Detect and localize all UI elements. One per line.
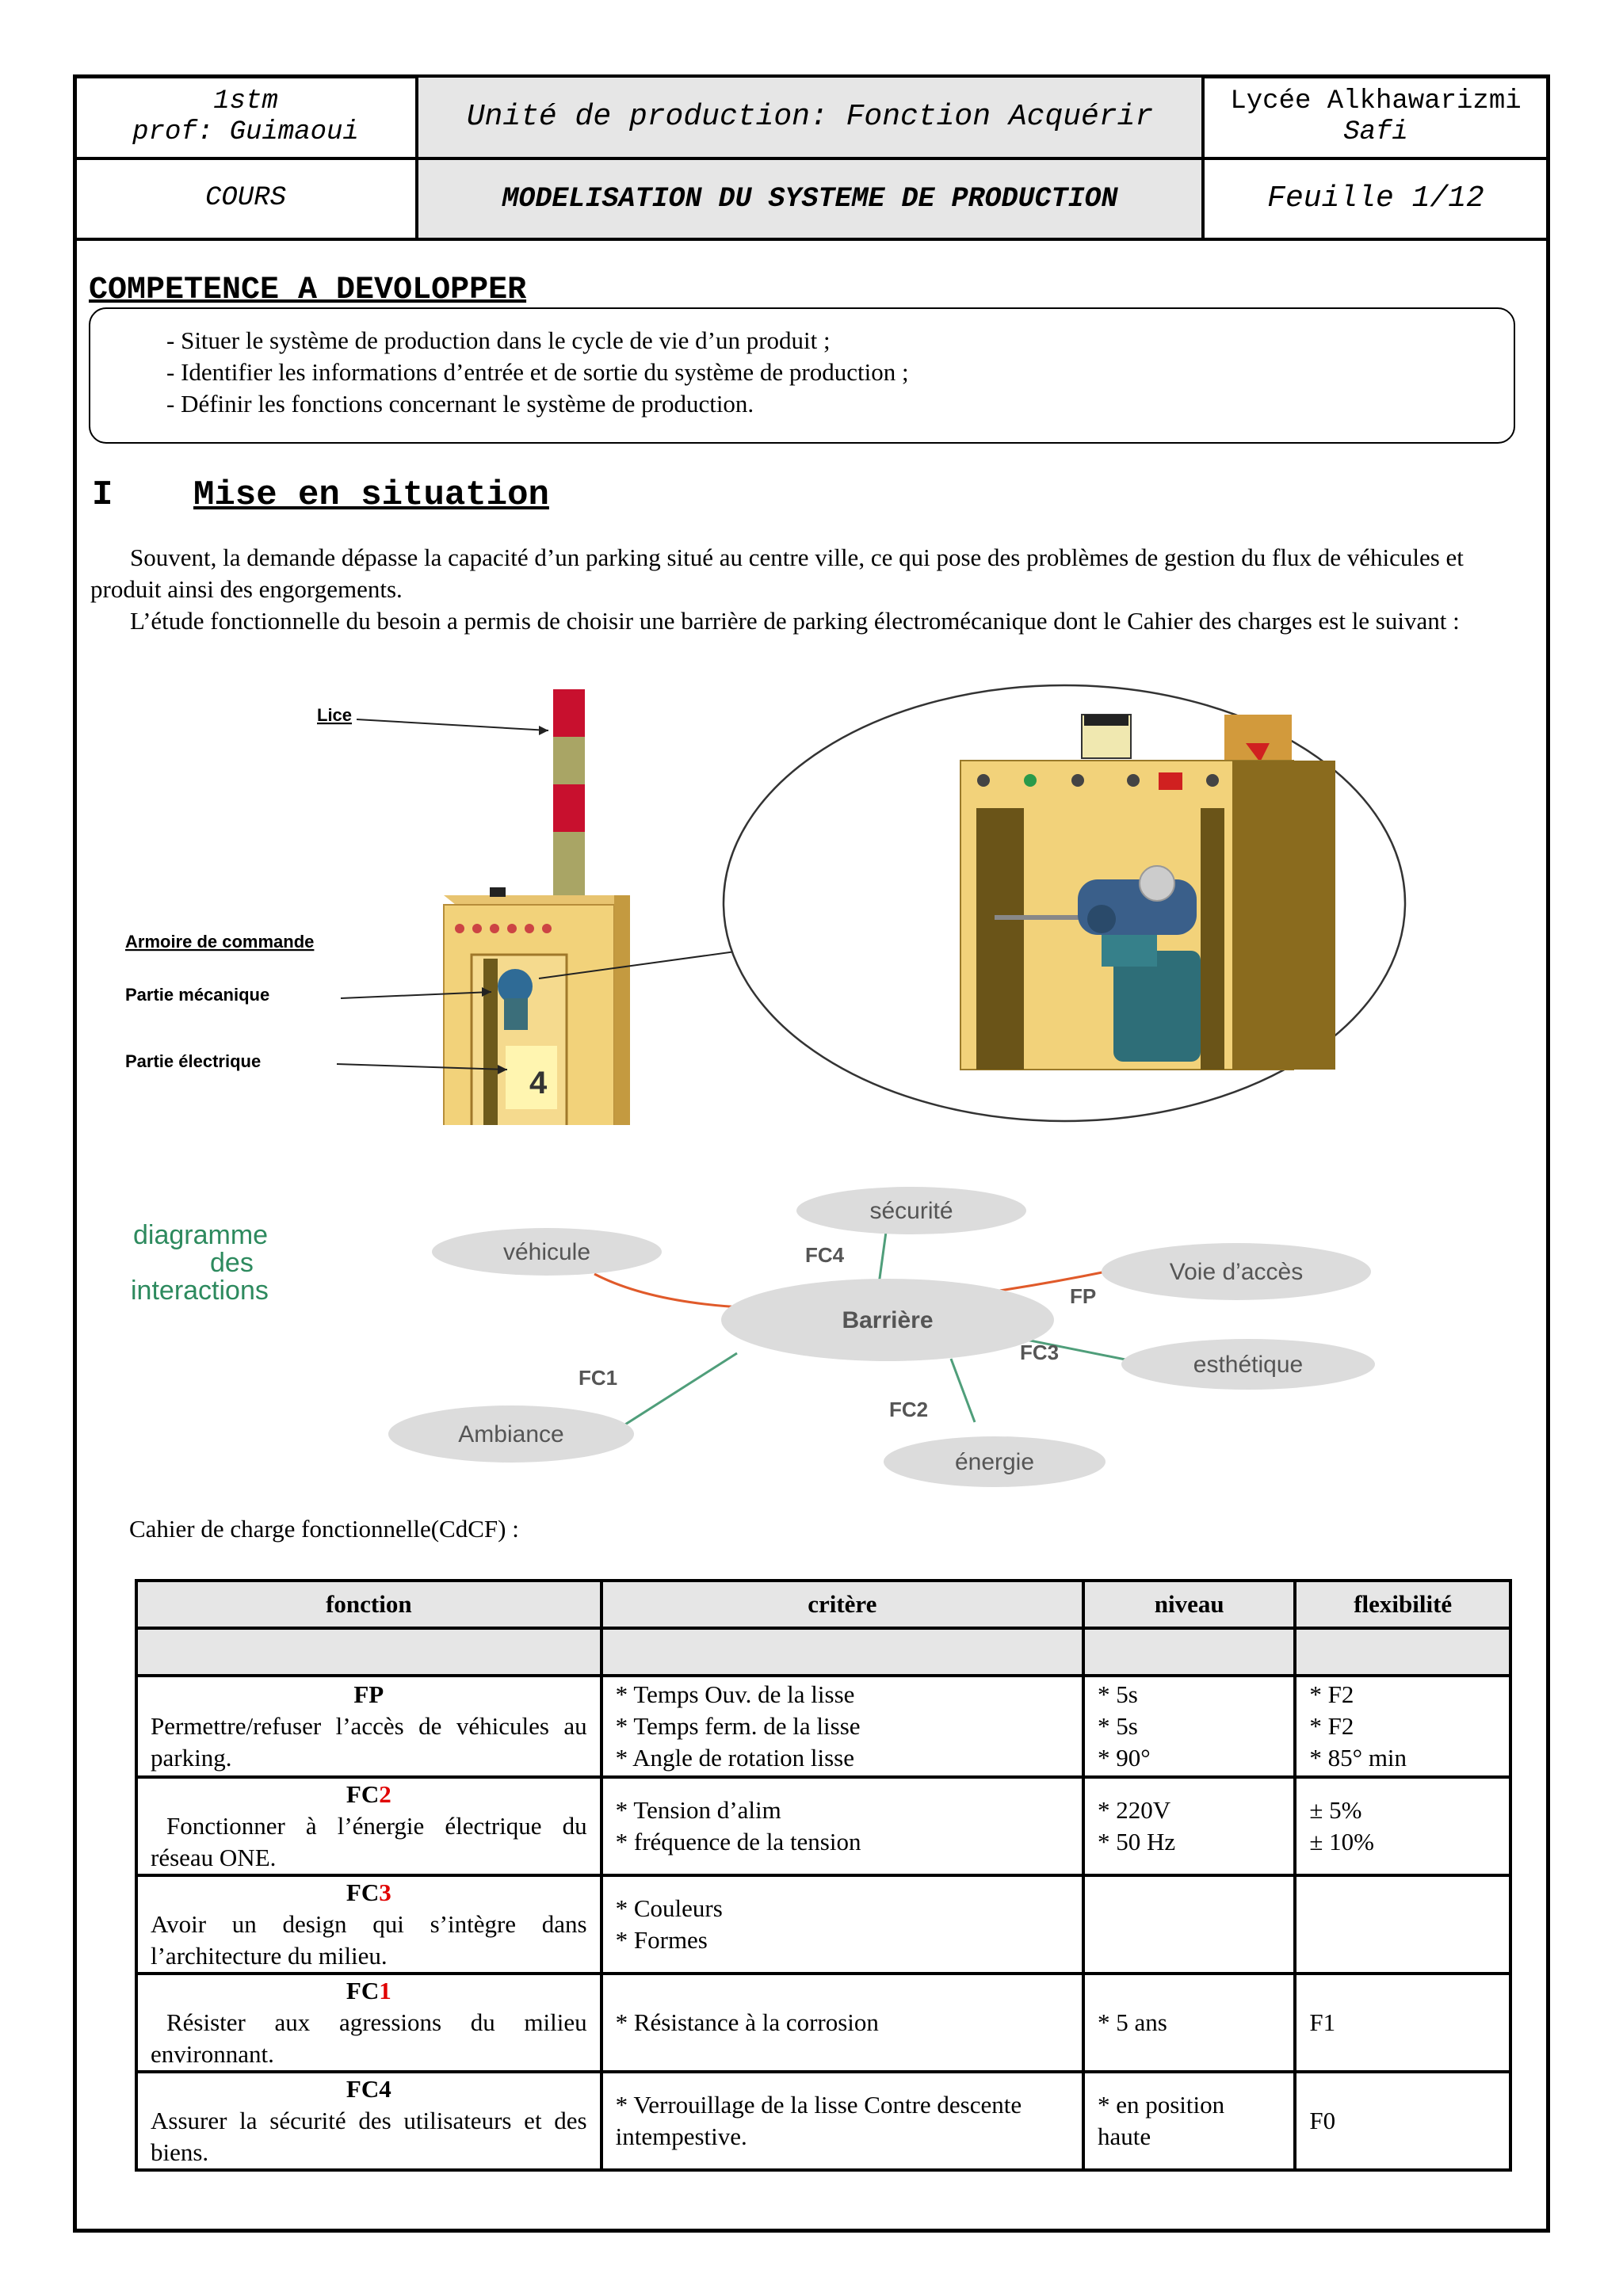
function-desc: Résister aux agressions du milieu environnant. (151, 2008, 587, 2068)
svg-text:Voie d’accès: Voie d’accès (1169, 1259, 1304, 1285)
flexibilite-cell (1295, 2072, 1510, 2170)
diagram-title-line3: interactions (131, 1276, 269, 1306)
node-vehicule (432, 1228, 662, 1276)
criterion: * Angle de rotation lisse (615, 1744, 854, 1772)
unit-title-cell (415, 74, 1205, 160)
critere-cell (601, 2072, 1083, 2170)
school-cell (1201, 74, 1550, 160)
label-electrique: Partie électrique (125, 1051, 262, 1071)
niveau-cell (1083, 1777, 1295, 1875)
doc-type: COURS (204, 183, 287, 214)
competence-item: - Identifier les informations d’entrée et de sortie du système de production ; (166, 358, 909, 386)
critere-cell (601, 1676, 1083, 1777)
critere-cell (601, 1974, 1083, 2072)
intro-paragraph-2: L’étude fonctionnelle du besoin a permis de choisir une barrière de parking électromécanique dont le Cahier des charges est le suivant : (130, 607, 1460, 635)
niveau-cell (1083, 1974, 1295, 2072)
niveau-cell (1083, 1676, 1295, 1777)
flexibility: * F2 (1309, 1680, 1354, 1708)
table-row (136, 1974, 1510, 2072)
function-desc: Permettre/refuser l’accès de véhicules au parking. (151, 1712, 587, 1772)
level: * 5s (1097, 1712, 1138, 1740)
competence-item: - Situer le système de production dans le cycle de vie d’un produit ; (166, 326, 831, 354)
section1-title: Mise en situation (193, 475, 549, 515)
flexibilite-cell (1295, 1875, 1510, 1974)
header-niveau: niveau (1083, 1581, 1295, 1628)
label-lice: Lice (317, 705, 353, 725)
node-ambiance (388, 1405, 634, 1463)
competence-box (89, 307, 1515, 444)
criterion: * Résistance à la corrosion (615, 2008, 879, 2036)
school-name: Lycée Alkhawarizmi (1230, 86, 1522, 116)
label-fc4: FC4 (805, 1243, 845, 1267)
class-cell (73, 74, 418, 160)
sheet-cell (1201, 157, 1550, 241)
class-line1: 1stm (213, 86, 278, 116)
unit-title: Unité de production: Fonction Acquérir (466, 100, 1154, 135)
node-esthetique (1121, 1339, 1375, 1390)
svg-text:véhicule: véhicule (502, 1239, 591, 1265)
barrier-figure (111, 681, 1522, 1125)
label-armoire: Armoire de commande (125, 932, 315, 952)
fonction-cell (136, 1777, 601, 1875)
function-desc: Assurer la sécurité des utilisateurs et des biens. (151, 2107, 587, 2166)
competence-item: - Définir les fonctions concernant le système de production. (166, 390, 754, 418)
function-code: FC3 (346, 1878, 391, 1906)
function-desc: Fonctionner à l’énergie électrique du réseau ONE. (151, 1812, 587, 1871)
table-row (136, 1777, 1510, 1875)
competence-title (89, 273, 526, 308)
level: * 50 Hz (1097, 1828, 1176, 1855)
table-row (136, 2072, 1510, 2170)
label-fc3: FC3 (1020, 1341, 1060, 1364)
svg-text:énergie: énergie (954, 1449, 1035, 1475)
flexibility: F0 (1309, 2107, 1336, 2134)
teacher-line: prof: Guimaoui (132, 117, 359, 147)
label-fc1: FC1 (579, 1366, 618, 1390)
function-code: FC4 (346, 2075, 391, 2103)
level: * 220V (1097, 1796, 1171, 1824)
svg-text:sécurité: sécurité (869, 1198, 953, 1224)
table-row (136, 1676, 1510, 1777)
function-code: FP (353, 1680, 384, 1708)
header-table (73, 74, 1550, 241)
flexibility: F1 (1309, 2008, 1336, 2036)
doc-title-cell (415, 157, 1205, 241)
diagram-title (131, 1220, 269, 1306)
fonction-cell (136, 2072, 601, 2170)
table-row (136, 1875, 1510, 1974)
flexibilite-cell (1295, 1676, 1510, 1777)
level: * 90° (1097, 1744, 1151, 1772)
fc1-link (610, 1353, 737, 1434)
svg-text:4: 4 (529, 1066, 548, 1100)
criterion: * Tension d’alim (615, 1796, 781, 1824)
function-desc: Avoir un design qui s’intègre dans l’architecture du milieu. (151, 1910, 587, 1970)
criterion: * Temps Ouv. de la lisse (615, 1680, 855, 1708)
header-critere: critère (601, 1581, 1083, 1628)
doc-type-cell (73, 157, 418, 241)
level: * 5 ans (1097, 2008, 1167, 2036)
svg-text:Barrière: Barrière (842, 1307, 934, 1333)
flexibilite-cell (1295, 1974, 1510, 2072)
header-fonction: fonction (136, 1581, 601, 1628)
level: * 5s (1097, 1680, 1138, 1708)
niveau-cell (1083, 2072, 1295, 2170)
node-energie (884, 1436, 1106, 1487)
competence-title-text: COMPETENCE A DEVOLOPPER (89, 273, 527, 308)
fonction-cell (136, 1676, 601, 1777)
flexibility: ± 5% (1309, 1796, 1362, 1824)
svg-text:Ambiance: Ambiance (458, 1421, 564, 1447)
level: * en position haute (1097, 2091, 1225, 2150)
criterion: * fréquence de la tension (615, 1828, 861, 1855)
cdcf-caption: Cahier de charge fonctionnelle(CdCF) : (129, 1515, 519, 1543)
flexibility: * F2 (1309, 1712, 1354, 1740)
flexibilite-cell (1295, 1777, 1510, 1875)
criterion: * Formes (615, 1926, 708, 1954)
sheet-number: Feuille 1/12 (1267, 181, 1484, 216)
node-barriere (721, 1279, 1054, 1361)
table-empty-row (136, 1628, 1510, 1676)
criterion: * Temps ferm. de la lisse (615, 1712, 861, 1740)
critere-cell (601, 1777, 1083, 1875)
control-cabinet (444, 887, 630, 1125)
barrier-arm (553, 689, 585, 895)
mechanism-zoom (724, 685, 1405, 1121)
school-city: Safi (1343, 117, 1408, 147)
label-fc2: FC2 (889, 1398, 929, 1421)
intro-paragraph-1: Souvent, la demande dépasse la capacité d’un parking situé au centre ville, ce qui pose des problèmes de gestion du flux de véhicules et produit ainsi des engorgements. (90, 543, 1464, 603)
flexibility: ± 10% (1309, 1828, 1375, 1855)
label-fp: FP (1070, 1284, 1097, 1308)
label-mecanique: Partie mécanique (125, 985, 270, 1005)
fonction-cell (136, 1974, 601, 2072)
diagram-title-line1: diagramme (133, 1220, 269, 1250)
cdcf-table (135, 1579, 1512, 2172)
section1-number: I (92, 475, 113, 515)
node-voie-acces (1102, 1243, 1371, 1300)
flexibility: * 85° min (1309, 1744, 1407, 1772)
fonction-cell (136, 1875, 601, 1974)
critere-cell (601, 1875, 1083, 1974)
doc-title: MODELISATION DU SYSTEME DE PRODUCTION (502, 182, 1118, 215)
function-code: FC2 (346, 1780, 391, 1808)
function-code: FC1 (346, 1977, 391, 2004)
criterion: * Verrouillage de la lisse Contre descente intempestive. (615, 2091, 1022, 2150)
table-header-row (136, 1581, 1510, 1628)
fc2-link (951, 1359, 975, 1422)
svg-text:esthétique: esthétique (1193, 1352, 1304, 1378)
diagram-title-line2: des (210, 1248, 254, 1278)
interaction-diagram (119, 1180, 1426, 1493)
niveau-cell (1083, 1875, 1295, 1974)
criterion: * Couleurs (615, 1894, 723, 1922)
node-securite (796, 1187, 1026, 1234)
header-flexibilite: flexibilité (1295, 1581, 1510, 1628)
